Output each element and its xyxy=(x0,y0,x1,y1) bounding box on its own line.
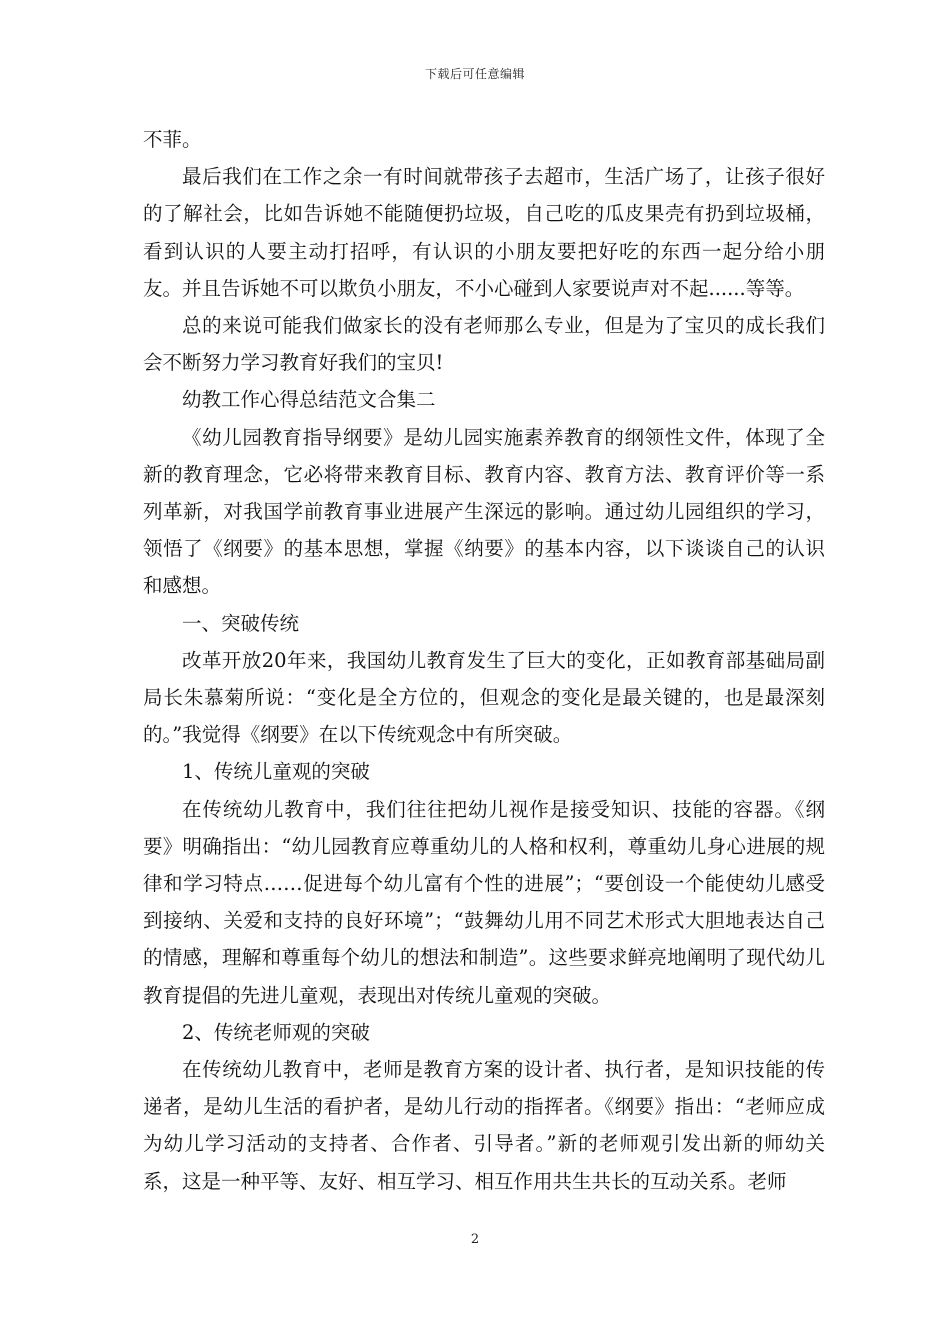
paragraph: 在传统幼儿教育中，老师是教育方案的设计者、执行者，是知识技能的传递者，是幼儿生活的看护者，是幼儿行动的指挥者。《纲要》指出：“老师应成为幼儿学习活动的支持者、合作者、引导者。”新的老师观引发出新的师幼关系，这是一种平等、友好、相互学习、相互作用共生共长的互动关系。老师 xyxy=(143,1058,825,1193)
paragraph: 2、传统老师观的突破 xyxy=(182,1020,370,1044)
paragraph: 不菲。 xyxy=(143,128,202,151)
page-number: 2 xyxy=(470,1232,480,1247)
paragraph: 在传统幼儿教育中，我们往往把幼儿视作是接受知识、技能的容器。《纲要》明确指出：“幼儿园教育应尊重幼儿的人格和权利，尊重幼儿身心进展的规律和学习特点……促进每个幼儿富有个性的进展”；“要创设一个能使幼儿感受到接纳、关爱和支持的良好环境”；“鼓舞幼儿用不同艺术形式大胆地表达自己的情感，理解和尊重每个幼儿的想法和制造”。这些要求鲜亮地阐明了现代幼儿教育提倡的先进儿童观，表现出对传统儿童观的突破。 xyxy=(143,797,825,1007)
paragraph: 《幼儿园教育指导纲要》是幼儿园实施素养教育的纲领性文件，体现了全新的教育理念，它必将带来教育目标、教育内容、教育方法、教育评价等一系列革新，对我国学前教育事业进展产生深远的影响。通过幼儿园组织的学习，领悟了《纲要》的基本思想，掌握《纳要》的基本内容，以下谈谈自己的认识和感想。 xyxy=(143,425,825,598)
paragraph: 一、突破传统 xyxy=(182,611,300,635)
paragraph: 最后我们在工作之余一有时间就带孩子去超市，生活广场了，让孩子很好的了解社会，比如告诉她不能随便扔垃圾，自己吃的瓜皮果壳有扔到垃圾桶，看到认识的人要主动打招呼，有认识的小朋友要把好吃的东西一起分给小朋友。并且告诉她不可以欺负小朋友，不小心碰到人家要说声对不起......等等。 xyxy=(143,165,825,300)
paragraph: 总的来说可能我们做家长的没有老师那么专业，但是为了宝贝的成长我们会不断努力学习教育好我们的宝贝! xyxy=(143,314,825,375)
page-header: 下载后可任意编辑 xyxy=(424,67,525,81)
paragraph: 幼教工作心得总结范文合集二 xyxy=(182,388,436,412)
paragraph: 1、传统儿童观的突破 xyxy=(182,760,370,784)
paragraph: 改革开放20年来，我国幼儿教育发生了巨大的变化，正如教育部基础局副局长朱慕菊所说：“变化是全方位的，但观念的变化是最关键的，也是最深刻的。”我觉得《纲要》在以下传统观念中有所突破。 xyxy=(143,648,825,747)
document-body xyxy=(143,121,825,1200)
